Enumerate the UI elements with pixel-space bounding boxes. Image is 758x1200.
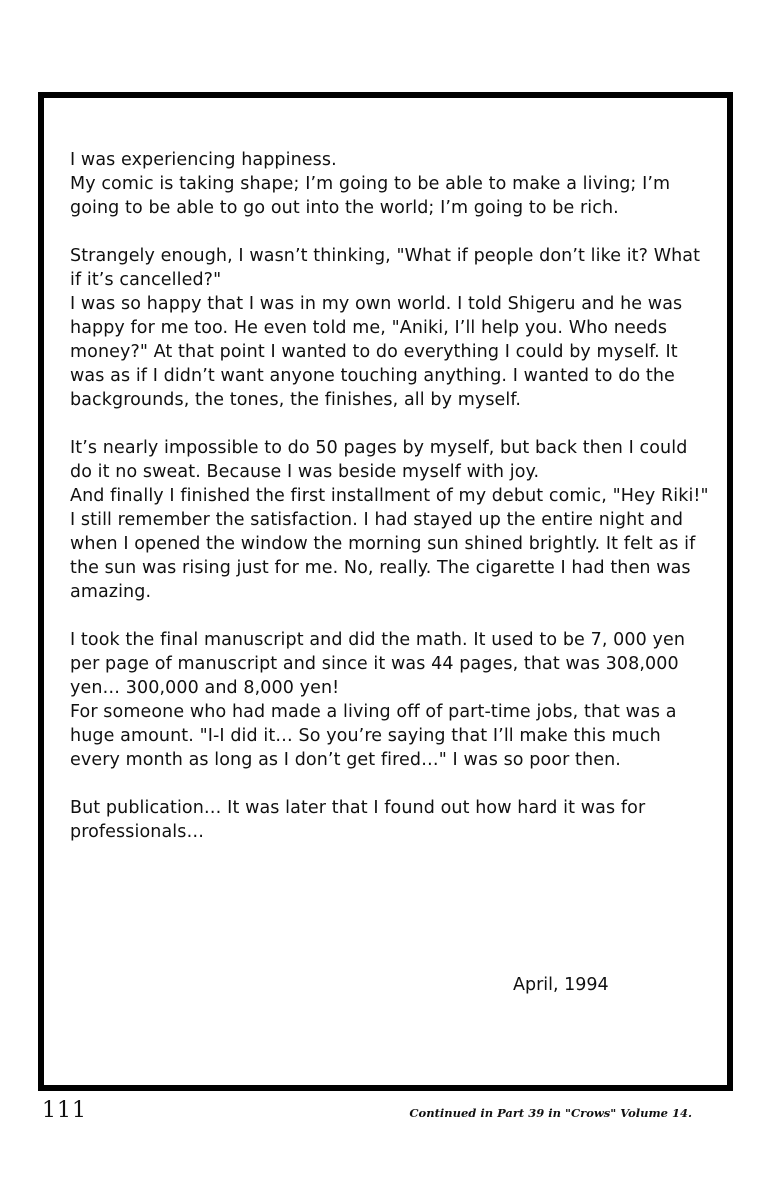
letter-paragraph-4: I took the final manuscript and did the math. It used to be 7, 000 yen per page of manuscript and since it was 44 pages, that was 308,000 yen… 300,000 and 8,000 yen! For someone who had made a living off of part-time jobs, that was a huge amount. "I-I did it… So you’re saying that I’ll make this much every month as long as I don’t get fired…" I was so poor then.: [70, 630, 686, 770]
page-number: 111: [42, 1098, 87, 1123]
continued-note: Continued in Part 39 in "Crows" Volume 14.: [409, 1106, 692, 1120]
letter-paragraph-1: I was experiencing happiness. My comic is taking shape; I’m going to be able to make a living; I’m going to be able to go out into the world; I’m going to be rich.: [70, 150, 671, 218]
letter-paragraph-2: Strangely enough, I wasn’t thinking, "What if people don’t like it? What if it’s cancelled?" I was so happy that I was in my own world. I told Shigeru and he was happy for me too. He even told me, "Aniki, I’ll help you. Who needs money?" At that point I wanted to do everything I could by myself. It was as if I didn’t want anyone touching anything. I wanted to do the backgrounds, the tones, the finishes, all by myself.: [70, 246, 701, 410]
letter-body: [70, 148, 710, 868]
letter-paragraph-5: But publication… It was later that I found out how hard it was for professionals…: [70, 798, 646, 842]
letter-paragraph-3: It’s nearly impossible to do 50 pages by myself, but back then I could do it no sweat. Because I was beside myself with joy. And finally I finished the first installment of my debut comic, "Hey Riki!" I still remember the satisfaction. I had stayed up the entire night and when I opened the window the morning sun shined brightly. It felt as if the sun was rising just for me. No, really. The cigarette I had then was amazing.: [70, 438, 709, 602]
letter-date: April, 1994: [513, 975, 609, 995]
letter-panel: [38, 92, 733, 1091]
